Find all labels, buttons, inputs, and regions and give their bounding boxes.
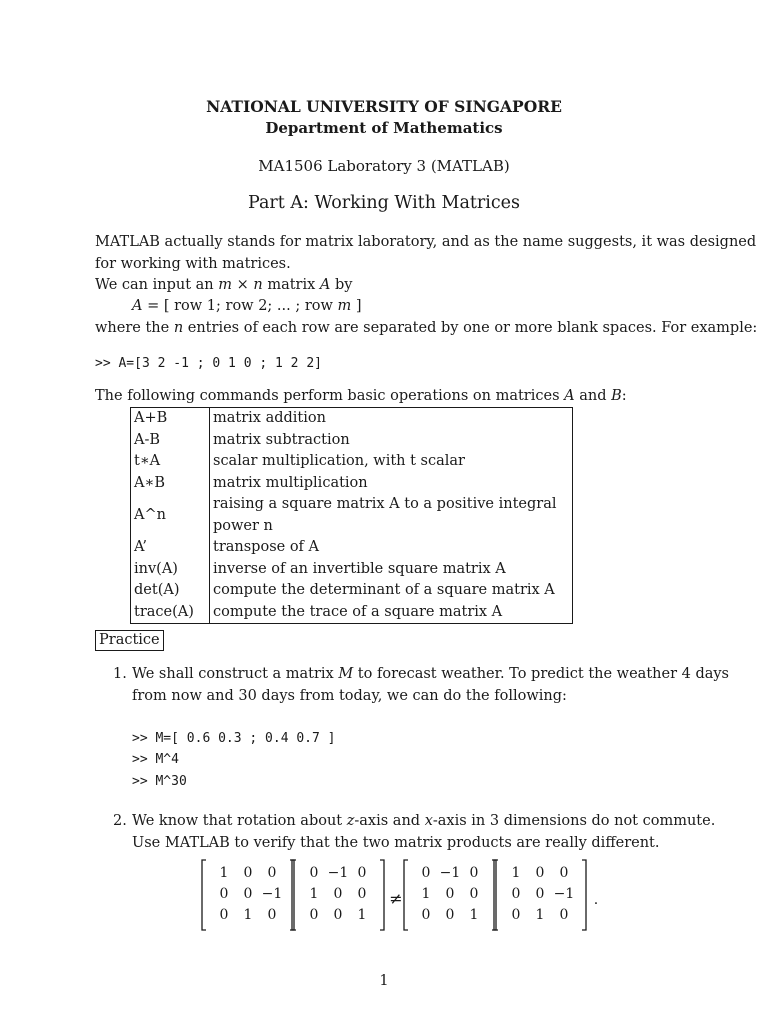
section-title: Part A: Working With Matrices [247, 193, 521, 213]
matrix-entry: 1 [243, 907, 253, 923]
operation-description: transpose of A [213, 539, 320, 555]
matrix-left-bracket [202, 860, 206, 930]
matrix-entry: 0 [333, 907, 343, 923]
matrix-entry: 1 [469, 907, 479, 923]
matrix-entry: 0 [511, 886, 521, 902]
item-2-number: 2. [113, 813, 127, 829]
operation-description: matrix addition [213, 410, 326, 426]
matrix-entry: 0 [511, 907, 521, 923]
item-1-line-1: We shall construct a matrix M to forecast weather. To predict the weather 4 days [132, 666, 729, 682]
intro-line-1: MATLAB actually stands for matrix laboratory, and as the name suggests, it was designed [95, 234, 757, 250]
matrix-entry: −1 [261, 886, 283, 902]
item-1-code-3: >> M^30 [132, 774, 187, 789]
university-heading: NATIONAL UNIVERSITY OF SINGAPORE [206, 97, 562, 116]
matrix-entry: 1 [421, 886, 431, 902]
matrix-entry: 1 [511, 865, 521, 881]
matrix-entry: −1 [327, 865, 349, 881]
matrix-right-bracket [582, 860, 586, 930]
operation-command: t∗A [131, 451, 210, 473]
intro-line-2: for working with matrices. [95, 256, 291, 272]
matrix-entry: 0 [535, 886, 545, 902]
matrix-entry: 0 [243, 886, 253, 902]
matrix-entry: 0 [421, 865, 431, 881]
operation-row [131, 494, 573, 537]
matrix-entry: 0 [243, 865, 253, 881]
operation-command: inv(A) [131, 559, 210, 581]
operation-row [131, 580, 573, 602]
operation-command: A-B [131, 430, 210, 452]
practice-label: Practice [95, 630, 164, 651]
operation-row [131, 473, 573, 495]
operation-description: compute the determinant of a square matrix A [213, 582, 555, 598]
matrix-entry: 1 [309, 886, 319, 902]
matrix-entry: 0 [445, 907, 455, 923]
not-equal-sign: ≠ [389, 889, 403, 908]
matrix-entry: 0 [219, 886, 229, 902]
operation-row [131, 408, 573, 430]
operation-row [131, 602, 573, 624]
matrix-entry: 0 [333, 886, 343, 902]
matrix-entry: 1 [219, 865, 229, 881]
matrix-entry: 0 [469, 865, 479, 881]
operation-description: matrix multiplication [213, 474, 368, 491]
item-1-code-2: >> M^4 [132, 752, 179, 767]
operation-command: A^n [131, 494, 210, 537]
operation-description: matrix subtraction [213, 431, 350, 448]
operation-command: A’ [131, 537, 210, 559]
matrix-entry: −1 [553, 886, 575, 902]
matrix-entry: 0 [309, 865, 319, 881]
department-heading: Department of Mathematics [265, 119, 503, 137]
commands-intro: The following commands perform basic operations on matrices A and B: [95, 388, 627, 404]
operation-row [131, 559, 573, 581]
operation-command: det(A) [131, 580, 210, 602]
operation-command: A∗B [131, 473, 210, 495]
matrix-right-bracket [380, 860, 384, 930]
intro-line-3: We can input an m × n matrix A by [95, 277, 353, 293]
matrix-entry: 0 [309, 907, 319, 923]
matrix-entry: −1 [439, 865, 461, 881]
matrix-entry: 0 [421, 907, 431, 923]
period: . [593, 892, 599, 908]
matrix-left-bracket [404, 860, 408, 930]
operation-command: trace(A) [131, 602, 210, 624]
matrix-entry: 0 [469, 886, 479, 902]
item-1-line-2: from now and 30 days from today, we can do the following: [132, 688, 567, 704]
matrix-entry: 0 [219, 907, 229, 923]
item-1-number: 1. [113, 666, 127, 682]
operation-row [131, 451, 573, 473]
input-formula: A = [ row 1; row 2; ... ; row m ] [132, 298, 362, 314]
matrix-entry: 0 [445, 886, 455, 902]
operation-row [131, 537, 573, 559]
operation-row [131, 430, 573, 452]
operation-description: raising a square matrix A to a positive integral power n [213, 496, 557, 534]
matrix-entry: 0 [559, 865, 569, 881]
operation-description: inverse of an invertible square matrix A [213, 560, 506, 577]
matrix-entry: 1 [535, 907, 545, 923]
operations-table [130, 407, 573, 624]
matrix-entry: 0 [357, 886, 367, 902]
code-example: >> A=[3 2 -1 ; 0 1 0 ; 1 2 2] [95, 356, 322, 371]
item-2-line-2: Use MATLAB to verify that the two matrix products are really different. [132, 835, 660, 851]
matrix-entry: 0 [535, 865, 545, 881]
operation-description: scalar multiplication, with t scalar [213, 453, 465, 469]
matrix-inequality [200, 858, 620, 938]
operation-description: compute the trace of a square matrix A [213, 603, 503, 620]
matrix-entry: 0 [267, 865, 277, 881]
intro-line-5: where the n entries of each row are separated by one or more blank spaces. For example: [95, 320, 758, 336]
lab-title: MA1506 Laboratory 3 (MATLAB) [258, 157, 510, 175]
matrix-entry: 0 [357, 865, 367, 881]
matrix-entry: 1 [357, 907, 367, 923]
item-1-code-1: >> M=[ 0.6 0.3 ; 0.4 0.7 ] [132, 731, 336, 746]
matrix-entry: 0 [267, 907, 277, 923]
item-2-line-1: We know that rotation about z-axis and x-axis in 3 dimensions do not commute. [132, 813, 716, 829]
operation-command: A+B [131, 408, 210, 430]
matrix-entry: 0 [559, 907, 569, 923]
page-number: 1 [379, 973, 389, 989]
